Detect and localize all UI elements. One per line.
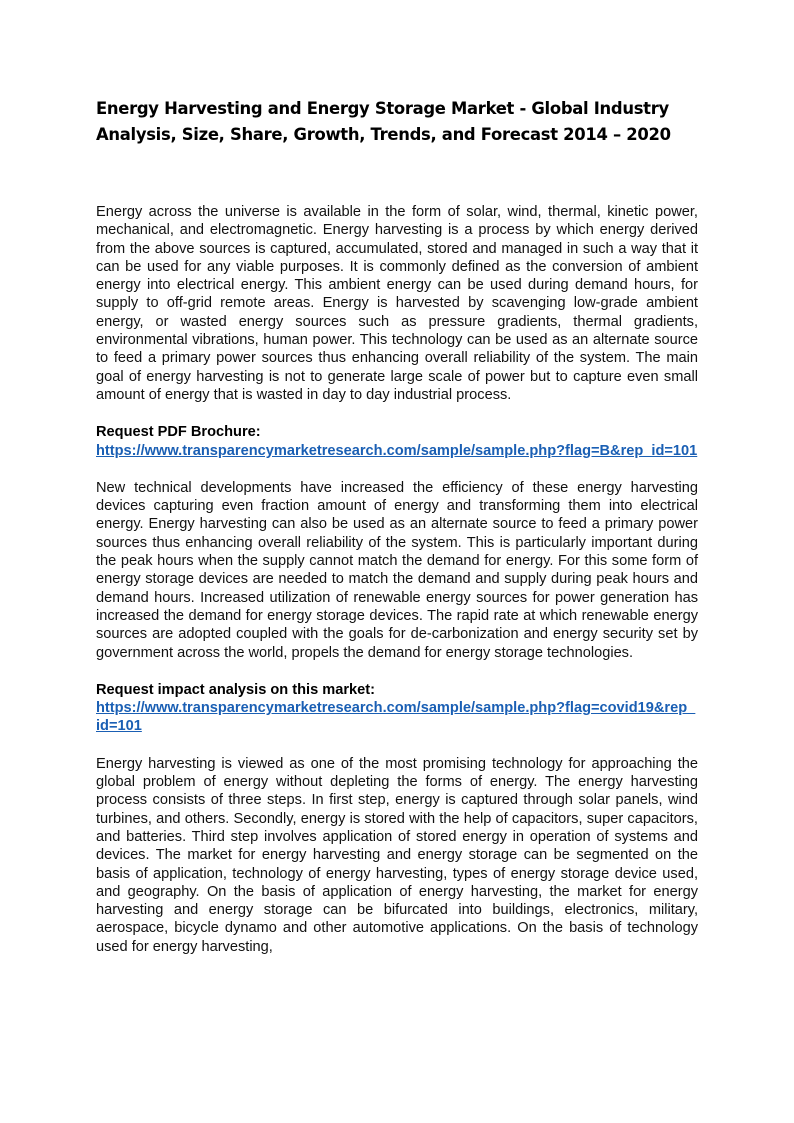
impact-label: Request impact analysis on this market:	[96, 681, 375, 698]
document-title: Energy Harvesting and Energy Storage Market - Global Industry Analysis, Size, Share, Growth, Trends, and Forecast 2014 – 2020	[96, 99, 671, 144]
document-page	[96, 96, 698, 975]
brochure-request	[96, 423, 698, 460]
impact-request	[96, 681, 698, 736]
paragraph-intro: Energy across the universe is available in the form of solar, wind, thermal, kinetic power, mechanical, and electromagnetic. Energy harvesting is a process by which energy derived from the above sources is captured, accumulated, stored and managed in such a way that it can be used for any viable purposes. It is commonly defined as the conversion of ambient energy into electrical energy. This ambient energy can be used during demand hours, for supply to off-grid remote areas. Energy is harvested by scavenging low-grade ambient energy, or wasted energy sources such as pressure gradients, thermal gradients, environmental vibrations, human power. This technology can be used as an alternate source to feed a primary power sources thus enhancing overall reliability of the system. The main goal of energy harvesting is not to generate large scale of power but to capture even small amount of energy that is wasted in day to day industrial process.	[96, 204, 698, 403]
paragraph-developments: New technical developments have increased the efficiency of these energy harvesting devices capturing even fraction amount of energy and transforming them into electrical energy. Energy harvesting can also be used as an alternate source to feed a primary power sources thus enhancing overall reliability of the system. This is particularly important during the peak hours when the supply cannot match the demand for energy. For this some form of energy storage devices are needed to match the demand and supply during peak hours and demand hours. Increased utilization of renewable energy sources for power generation has increased the demand for energy storage devices. The rapid rate at which renewable energy sources are adopted coupled with the goals for de-carbonization and energy security set by government across the world, propels the demand for energy storage technologies.	[96, 479, 698, 661]
brochure-label: Request PDF Brochure:	[96, 424, 261, 441]
brochure-link[interactable]: https://www.transparencymarketresearch.com/sample/sample.php?flag=B&rep_id=101	[96, 442, 698, 459]
impact-link[interactable]: https://www.transparencymarketresearch.com/sample/sample.php?flag=covid19&rep_id=101	[96, 700, 696, 735]
paragraph-segmentation: Energy harvesting is viewed as one of the most promising technology for approaching the global problem of energy without depleting the forms of energy. The energy harvesting process consists of three steps. In first step, energy is captured through solar panels, wind turbines, and others. Secondly, energy is stored with the help of capacitors, super capacitors, and batteries. Third step involves application of stored energy in operation of systems and devices. The market for energy harvesting and energy storage can be segmented on the basis of application, technology of energy harvesting, types of energy storage device used, and geography. On the basis of application of energy harvesting, the market for energy harvesting and energy storage can be bifurcated into buildings, electronics, military, aerospace, bicycle dynamo and other automotive applications. On the basis of technology used for energy harvesting,	[96, 755, 698, 955]
